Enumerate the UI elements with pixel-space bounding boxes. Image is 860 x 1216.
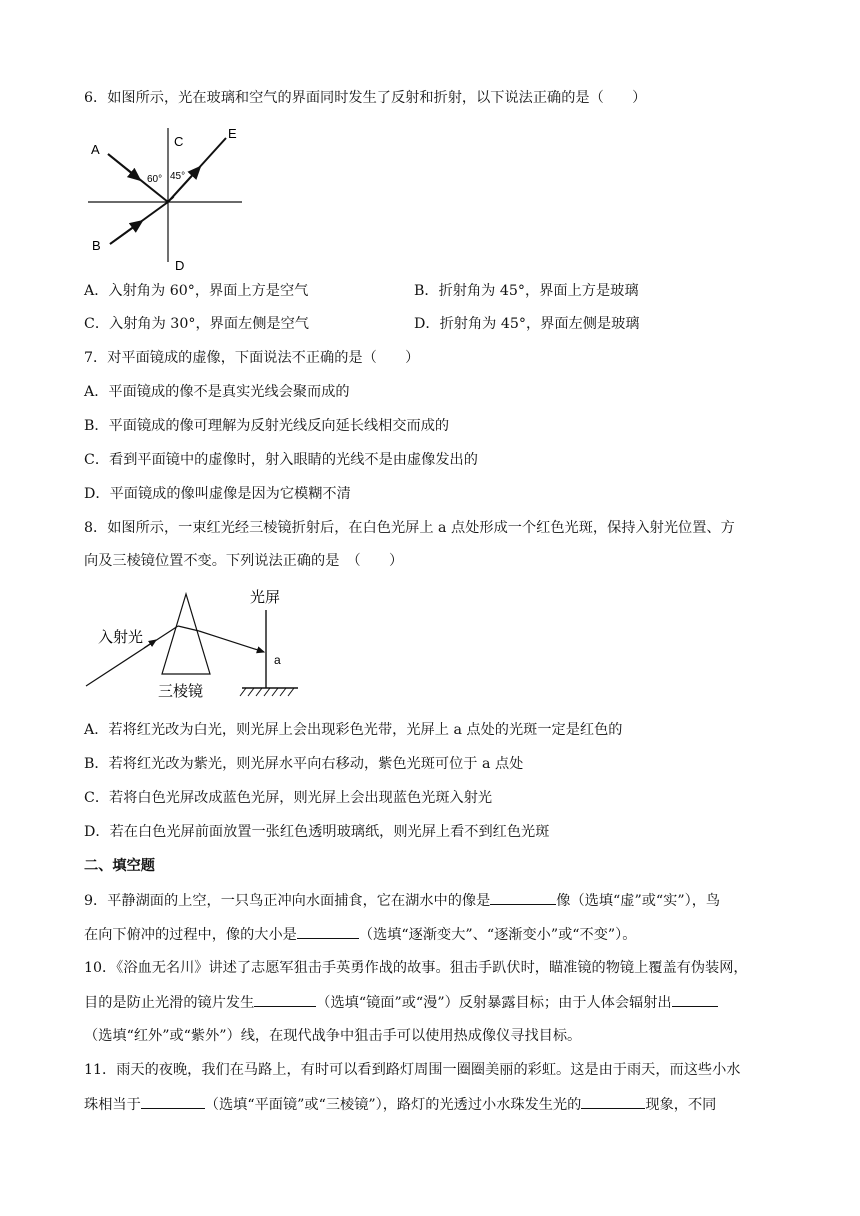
label-E: E xyxy=(228,126,237,141)
emergent-ray xyxy=(199,631,264,652)
prism-shape xyxy=(162,594,210,674)
label-incident: 入射光 xyxy=(98,629,144,646)
q7-option-c: C．看到平面镜中的虚像时，射入眼睛的光线不是由虚像发出的 xyxy=(84,452,478,468)
q9-text-2b: （选填“逐渐变大”、“逐渐变小”或“不变”）。 xyxy=(358,927,637,943)
ray-B-arrow xyxy=(110,221,142,244)
q10-line3: （选填“红外”或“紫外”）线，在现代战争中狙击手可以使用热成像仪寻找目标。 xyxy=(84,1028,582,1044)
incident-arrow xyxy=(144,640,156,648)
q10-blank-2[interactable] xyxy=(672,992,718,1007)
q8-option-a: A．若将红光改为白光，则光屏上会出现彩色光带，光屏上 a 点处的光斑一定是红色的 xyxy=(84,722,623,738)
q10-text-2b: （选填“镜面”或“漫”）反射暴露目标；由于人体会辐射出 xyxy=(316,995,672,1011)
q11-blank-2[interactable] xyxy=(581,1094,645,1109)
ray-A-arrow xyxy=(108,154,140,180)
q10-line2 xyxy=(84,992,718,1013)
q6-option-a: A．入射角为 60°，界面上方是空气 xyxy=(84,283,309,299)
q11-line1: 11．雨天的夜晚，我们在马路上，有时可以看到路灯周围一圈圈美丽的彩虹。这是由于雨天，而这些小水 xyxy=(84,1062,741,1078)
q8-prism-figure xyxy=(84,584,304,706)
label-D: D xyxy=(175,258,185,270)
label-A: A xyxy=(91,142,100,157)
q11-text-2b: （选填“平面镜”或“三棱镜”），路灯的光透过小水珠发生光的 xyxy=(204,1097,582,1113)
q6-option-d: D．折射角为 45°，界面左侧是玻璃 xyxy=(414,316,640,332)
label-point-a: a xyxy=(274,653,281,667)
q9-text-1b: 像（选填“虚”或“实”），鸟 xyxy=(556,893,721,909)
q11-text-2c: 现象，不同 xyxy=(645,1097,717,1113)
q7-option-b: B．平面镜成的像可理解为反射光线反向延长线相交而成的 xyxy=(84,418,450,434)
q9-text-2a: 在向下俯冲的过程中，像的大小是 xyxy=(84,927,297,943)
label-prism: 三棱镜 xyxy=(158,683,204,700)
q7-stem: 7．对平面镜成的虚像，下面说法不正确的是（ ） xyxy=(84,350,420,366)
q8-option-b: B．若将红光改为紫光，则光屏水平向右移动，紫色光斑可位于 a 点处 xyxy=(84,756,524,772)
q8-stem-line1: 8．如图所示，一束红光经三棱镜折射后，在白色光屏上 a 点处形成一个红色光斑，保持入射光位置、方 xyxy=(84,520,735,536)
q6-stem: 6．如图所示，光在玻璃和空气的界面同时发生了反射和折射，以下说法正确的是（ ） xyxy=(84,90,647,106)
q10-text-2a: 目的是防止光滑的镜片发生 xyxy=(84,995,255,1011)
q7-option-d: D．平面镜成的像叫虚像是因为它模糊不清 xyxy=(84,486,351,502)
q10-line1: 10．《浴血无名川》讲述了志愿军狙击手英勇作战的故事。狙击手趴伏时，瞄准镜的物镜上覆盖有伪装网， xyxy=(84,960,748,976)
q8-option-d: D．若在白色光屏前面放置一张红色透明玻璃纸，则光屏上看不到红色光斑 xyxy=(84,824,550,840)
angle-45: 45° xyxy=(170,171,186,182)
q6-option-b: B．折射角为 45°，界面上方是玻璃 xyxy=(414,283,639,299)
label-screen: 光屏 xyxy=(250,589,281,606)
q9-blank-1[interactable] xyxy=(490,890,556,905)
q11-text-2a: 珠相当于 xyxy=(84,1097,141,1113)
section-title-fill-in: 二、填空题 xyxy=(84,858,155,874)
label-C: C xyxy=(174,134,184,149)
q10-blank-1[interactable] xyxy=(254,992,316,1007)
q6-option-c: C．入射角为 30°，界面左侧是空气 xyxy=(84,316,309,332)
q8-option-c: C．若将白色光屏改成蓝色光屏，则光屏上会出现蓝色光斑入射光 xyxy=(84,790,493,806)
q9-blank-2[interactable] xyxy=(297,924,359,939)
q6-reflection-refraction-figure xyxy=(86,124,246,270)
q9-text-1a: 9．平静湖面的上空，一只鸟正冲向水面捕食，它在湖水中的像是 xyxy=(84,893,491,909)
q8-stem-line2: 向及三棱镜位置不变。下列说法正确的是 （ ） xyxy=(84,553,404,569)
ground-hatch xyxy=(240,688,294,696)
angle-60: 60° xyxy=(147,174,163,185)
q11-line2 xyxy=(84,1094,716,1115)
q9-line1 xyxy=(84,890,720,911)
q11-blank-1[interactable] xyxy=(141,1094,205,1109)
label-B: B xyxy=(92,238,101,253)
q7-option-a: A．平面镜成的像不是真实光线会聚而成的 xyxy=(84,384,350,400)
q9-line2 xyxy=(84,924,636,945)
